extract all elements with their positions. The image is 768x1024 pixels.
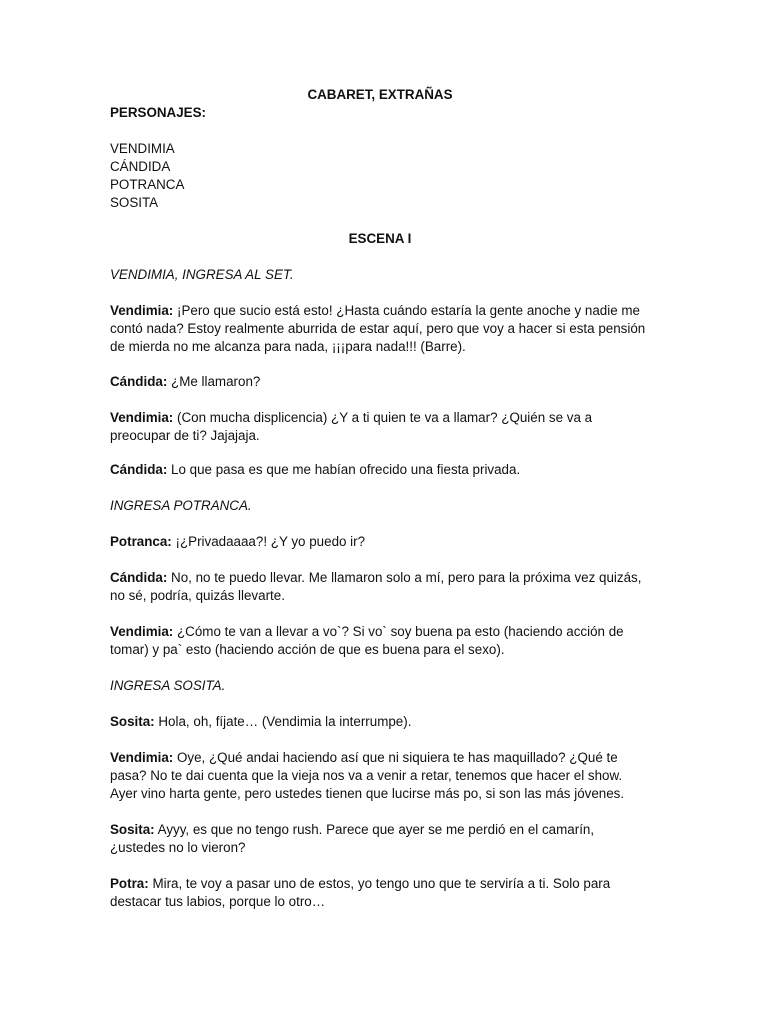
- spacer: [110, 445, 650, 461]
- dialogue-text: Ayyy, es que no tengo rush. Parece que ayer se me perdió en el camarín, ¿ustedes no lo vieron?: [110, 822, 595, 855]
- speaker-name: Vendimia:: [110, 624, 174, 639]
- character-item: POTRANCA: [110, 177, 185, 192]
- speaker-name: Cándida:: [110, 462, 168, 477]
- spacer: [110, 515, 650, 533]
- dialogue-line: [110, 821, 650, 857]
- speaker-name: Cándida:: [110, 570, 168, 585]
- spacer: [110, 731, 650, 749]
- dialogue-text: Hola, oh, fíjate… (Vendimia la interrumpe).: [158, 714, 412, 729]
- dialogue-line: [110, 713, 650, 731]
- speaker-name: Sosita:: [110, 822, 155, 837]
- characters-label: PERSONAJES:: [110, 105, 206, 120]
- scene-heading: ESCENA I: [348, 231, 412, 246]
- dialogue-line: [110, 623, 650, 659]
- stage-direction: VENDIMIA, INGRESA AL SET.: [110, 267, 294, 282]
- speaker-name: Vendimia:: [110, 750, 174, 765]
- spacer: [110, 248, 650, 266]
- character-item: SOSITA: [110, 195, 159, 210]
- script-body: [110, 86, 650, 911]
- dialogue-line: [110, 749, 650, 803]
- speaker-name: Sosita:: [110, 714, 155, 729]
- dialogue-text: (Con mucha displicencia) ¿Y a ti quien te va a llamar? ¿Quién se va a preocupar de ti? Jajajaja.: [110, 410, 593, 443]
- spacer: [110, 659, 650, 677]
- dialogue-line: [110, 533, 650, 551]
- dialogue-text: ¡¿Privadaaaa?! ¿Y yo puedo ir?: [175, 534, 366, 549]
- dialogue-text: Oye, ¿Qué andai haciendo así que ni siquiera te has maquillado? ¿Qué te pasa? No te dai cuenta que la vieja nos va a venir a retar, tenemos que hacer el show. Ayer vino harta gente, pero ustedes tienen que lucirse más po, si son las más jóvenes.: [110, 750, 625, 801]
- stage-direction: INGRESA SOSITA.: [110, 678, 226, 693]
- spacer: [110, 605, 650, 623]
- spacer: [110, 479, 650, 497]
- dialogue-line: [110, 461, 650, 479]
- speaker-name: Cándida:: [110, 374, 168, 389]
- document-title: CABARET, EXTRAÑAS: [307, 87, 453, 102]
- dialogue-text: No, no te puedo llevar. Me llamaron solo a mí, pero para la próxima vez quizás, no sé, podría, quizás llevarte.: [110, 570, 642, 603]
- spacer: [110, 122, 650, 140]
- speaker-name: Potra:: [110, 876, 149, 891]
- dialogue-line: [110, 302, 650, 356]
- character-item: CÁNDIDA: [110, 159, 171, 174]
- dialogue-text: ¡Pero que sucio está esto! ¿Hasta cuándo estaría la gente anoche y nadie me contó nada? Estoy realmente aburrida de estar aquí, pero que voy a hacer si esta pensión de mierda no me alcanza para nada, ¡¡¡para nada!!! (Barre).: [110, 303, 646, 354]
- spacer: [110, 356, 650, 373]
- spacer: [110, 803, 650, 821]
- dialogue-text: Mira, te voy a pasar uno de estos, yo tengo uno que te serviría a ti. Solo para destacar tus labios, porque lo otro…: [110, 876, 611, 909]
- dialogue-line: [110, 373, 650, 391]
- spacer: [110, 695, 650, 713]
- spacer: [110, 391, 650, 409]
- character-list: [110, 140, 650, 212]
- dialogue-line: [110, 409, 650, 445]
- dialogue-line: [110, 569, 650, 605]
- dialogue-line: [110, 875, 650, 911]
- speaker-name: Vendimia:: [110, 303, 174, 318]
- stage-direction: INGRESA POTRANCA.: [110, 498, 252, 513]
- spacer: [110, 551, 650, 569]
- spacer: [110, 857, 650, 875]
- character-item: VENDIMIA: [110, 141, 175, 156]
- spacer: [110, 212, 650, 230]
- dialogue-text: ¿Me llamaron?: [171, 374, 261, 389]
- dialogue-text: Lo que pasa es que me habían ofrecido una fiesta privada.: [171, 462, 521, 477]
- spacer: [110, 284, 650, 302]
- dialogue-text: ¿Cómo te van a llevar a vo`? Si vo` soy buena pa esto (haciendo acción de tomar) y pa` esto (haciendo acción de que es buena para el sexo).: [110, 624, 624, 657]
- speaker-name: Vendimia:: [110, 410, 174, 425]
- speaker-name: Potranca:: [110, 534, 172, 549]
